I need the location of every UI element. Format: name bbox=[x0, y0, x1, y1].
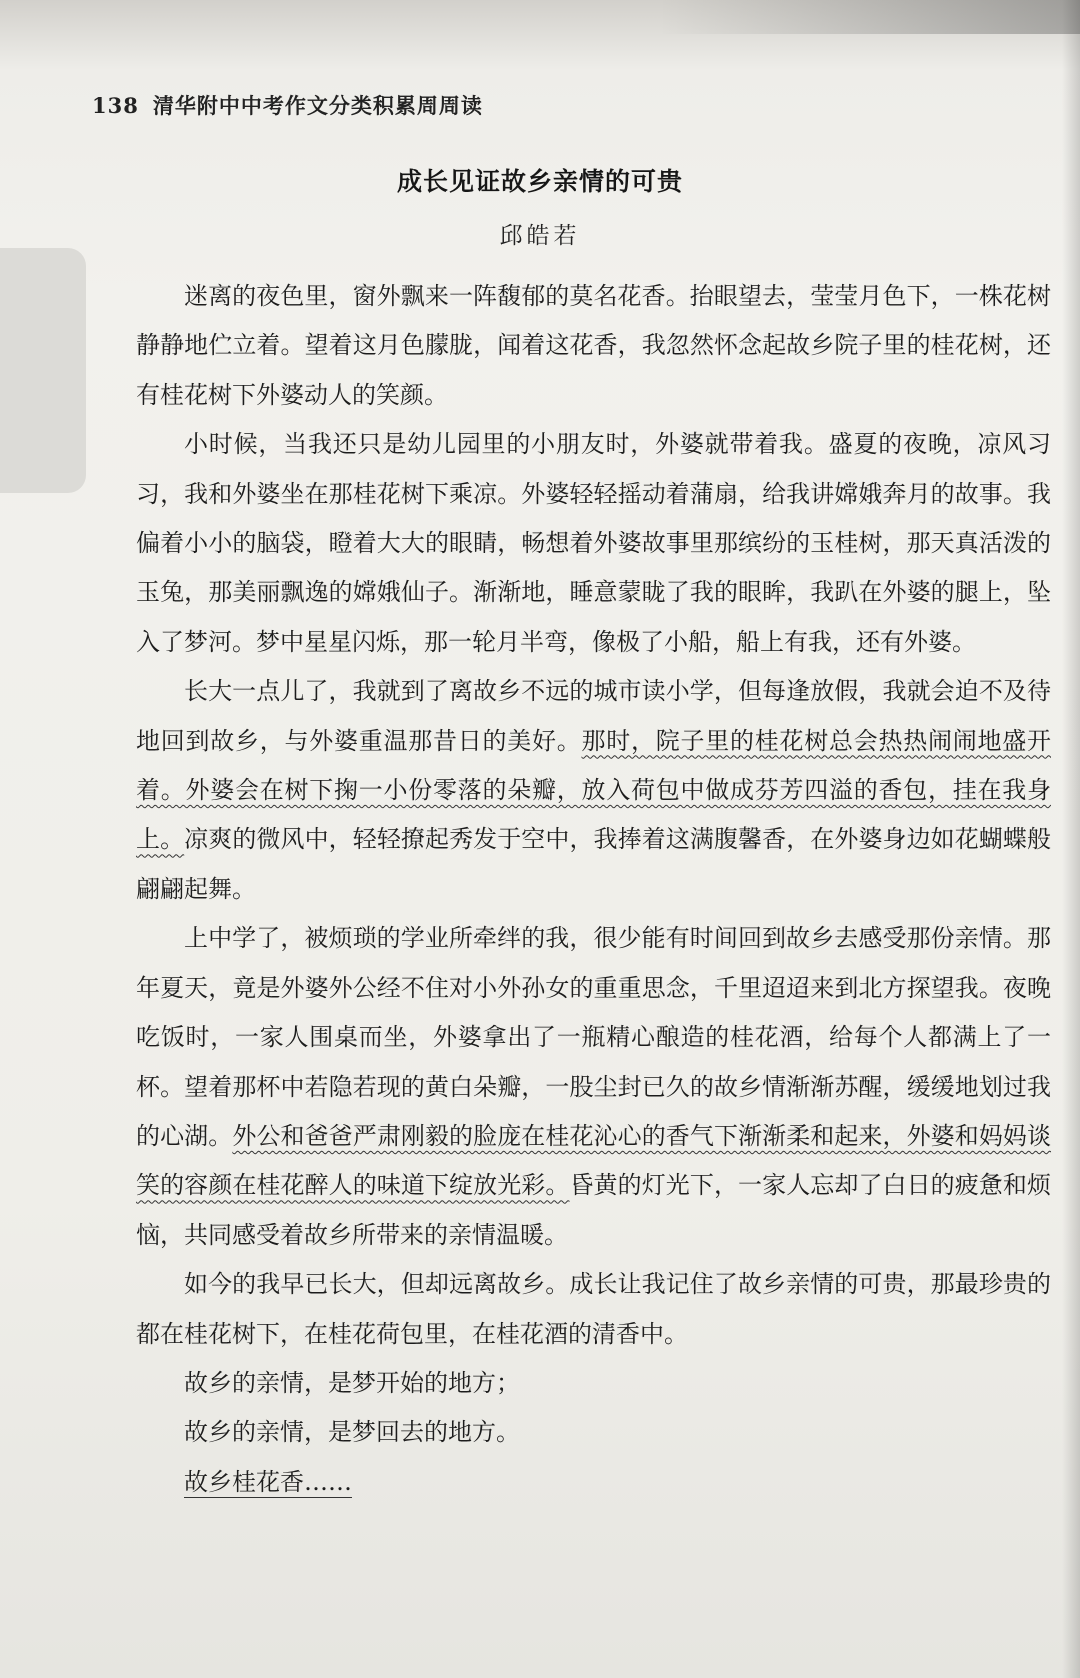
paragraph-3-text-b: 凉爽的微风中，轻轻撩起秀发于空中，我捧着这满腹馨香，在外婆身边如花蝴蝶般翩翩起舞。 bbox=[136, 825, 1052, 903]
page-corner-shadow bbox=[660, 0, 1080, 34]
book-title: 清华附中中考作文分类积累周周读 bbox=[152, 94, 483, 118]
paragraph-2: 小时候，当我还只是幼儿园里的小朋友时，外婆就带着我。盛夏的夜晚，凉风习习，我和外婆坐在那桂花树下乘凉。外婆轻轻摇动着蒲扇，给我讲嫦娥奔月的故事。我偏着小小的脑袋，瞪着大大的眼睛，畅想着外婆故事里那缤纷的玉桂树，那天真活泼的玉兔，那美丽飘逸的嫦娥仙子。渐渐地，睡意蒙眬了我的眼眸，我趴在外婆的腿上，坠入了梦河。梦中星星闪烁，那一轮月半弯，像极了小船，船上有我，还有外婆。 bbox=[136, 430, 1051, 656]
poem-line-1: 故乡的亲情，是梦开始的地方； bbox=[184, 1368, 520, 1397]
paragraph-1: 迷离的夜色里，窗外飘来一阵馥郁的莫名花香。抬眼望去，莹莹月色下，一株花树静静地伫立着。望着这月色朦胧，闻着这花香，我忽然怀念起故乡院子里的桂花树，还有桂花树下外婆动人的笑颜。 bbox=[136, 282, 1051, 409]
article-title: 成长见证故乡亲情的可贵 bbox=[396, 167, 683, 196]
page-edge-shadow bbox=[1062, 0, 1080, 1678]
paragraph-3 bbox=[136, 667, 1051, 914]
paragraph-3-underlined: 那时，院子里的桂花树总会热热闹闹地盛开着。外婆会在树下掬一小份零落的朵瓣，放入荷包中做成芬芳四溢的香包，挂在我身上。 bbox=[136, 726, 1051, 854]
page-number: 138 bbox=[92, 93, 139, 118]
article-body bbox=[136, 272, 1051, 1507]
running-header bbox=[92, 90, 483, 120]
paragraph-4-underlined: 外公和爸爸严肃刚毅的脸庞在桂花沁心的香气下渐渐柔和起来，外婆和妈妈谈笑的容颜在桂花醉人的味道下绽放光彩。 bbox=[136, 1121, 1052, 1200]
paragraph-4 bbox=[136, 914, 1051, 1260]
page-edge-tab bbox=[0, 248, 86, 493]
paragraph-4-text-b: 昏黄的灯光下，一家人忘却了白日的疲惫和烦恼，共同感受着故乡所带来的亲情温暖。 bbox=[136, 1171, 1052, 1249]
paragraph-3-text-a: 长大一点儿了，我就到了离故乡不远的城市读小学，但每逢放假，我就会迫不及待地回到故乡，与外婆重温那昔日的美好。 bbox=[136, 677, 1051, 755]
poem-line-2: 故乡的亲情，是梦回去的地方。 bbox=[184, 1418, 520, 1447]
poem-line-3-text: 故乡桂花香…… bbox=[184, 1467, 352, 1496]
paragraph-4-text-a: 上中学了，被烦琐的学业所牵绊的我，很少能有时间回到故乡去感受那份亲情。那年夏天，竟是外婆外公经不住对小外孙女的重重思念，千里迢迢来到北方探望我。夜晚吃饭时，一家人围桌而坐，外婆拿出了一瓶精心酿造的桂花酒，给每个人都满上了一杯。望着那杯中若隐若现的黄白朵瓣，一股尘封已久的故乡情渐渐苏醒，缓缓地划过我的心湖。 bbox=[136, 924, 1051, 1150]
article-author: 邱皓若 bbox=[499, 223, 581, 249]
paragraph-5: 如今的我早已长大，但却远离故乡。成长让我记住了故乡亲情的可贵，那最珍贵的都在桂花树下，在桂花荷包里，在桂花酒的清香中。 bbox=[136, 1270, 1051, 1348]
poem-line-3 bbox=[136, 1458, 1051, 1507]
